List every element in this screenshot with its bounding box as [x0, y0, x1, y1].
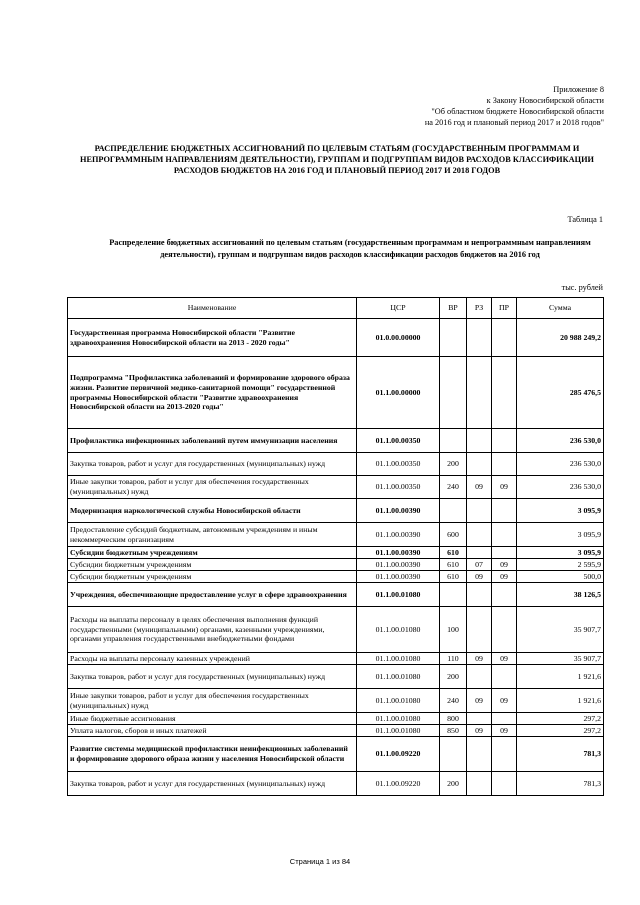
table-row — [68, 523, 604, 547]
budget-table — [67, 297, 604, 796]
row-sum: 1 921,6 — [517, 665, 604, 689]
row-rz — [467, 547, 492, 559]
row-csr: 01.1.00.00390 — [357, 547, 440, 559]
table-row — [68, 725, 604, 737]
row-csr: 01.0.00.00000 — [357, 319, 440, 357]
row-vr: 200 — [440, 665, 467, 689]
row-vr: 240 — [440, 689, 467, 713]
row-sum: 297,2 — [517, 725, 604, 737]
table-row — [68, 453, 604, 476]
row-sum: 35 907,7 — [517, 607, 604, 653]
page-footer: Страница 1 из 84 — [289, 857, 351, 866]
row-csr: 01.1.00.00350 — [357, 429, 440, 453]
column-header-name: Наименование — [68, 298, 357, 319]
table-header-row — [68, 298, 604, 319]
row-vr: 200 — [440, 772, 467, 796]
row-rz: 09 — [467, 689, 492, 713]
row-sum: 236 530,0 — [517, 476, 604, 499]
row-sum: 3 095,9 — [517, 499, 604, 523]
column-header-vr: ВР — [440, 298, 467, 319]
table-row — [68, 429, 604, 453]
row-vr — [440, 737, 467, 772]
table-row — [68, 665, 604, 689]
row-rz — [467, 737, 492, 772]
row-pr: 09 — [492, 559, 517, 571]
row-name: Развитие системы медицинской профилактики неинфекционных заболеваний и формирование здорового образа жизни у населения Новосибирской области — [68, 737, 357, 772]
table-subtitle: Распределение бюджетных ассигнований по целевым статьям (государственным программам и непрограммным направлениям деятельности), группам и подгруппам видов расходов классификации расходов бюджетов на 2016 год — [109, 238, 591, 259]
row-csr: 01.1.00.00390 — [357, 559, 440, 571]
row-vr: 200 — [440, 453, 467, 476]
row-csr: 01.1.00.09220 — [357, 772, 440, 796]
row-sum: 285 476,5 — [517, 357, 604, 429]
table-row — [68, 319, 604, 357]
appendix-line: Приложение 8 — [553, 85, 604, 94]
row-sum: 1 921,6 — [517, 689, 604, 713]
row-name: Уплата налогов, сборов и иных платежей — [68, 725, 357, 737]
table-row — [68, 559, 604, 571]
row-csr: 01.1.00.00390 — [357, 523, 440, 547]
column-header-rz: РЗ — [467, 298, 492, 319]
table-row — [68, 737, 604, 772]
row-rz — [467, 429, 492, 453]
row-rz: 09 — [467, 725, 492, 737]
row-sum: 500,0 — [517, 571, 604, 583]
row-pr — [492, 453, 517, 476]
row-pr: 09 — [492, 725, 517, 737]
row-vr: 100 — [440, 607, 467, 653]
table-row — [68, 689, 604, 713]
row-pr: 09 — [492, 653, 517, 665]
table-row — [68, 653, 604, 665]
row-name: Расходы на выплаты персоналу казенных учреждений — [68, 653, 357, 665]
row-rz — [467, 607, 492, 653]
row-name: Подпрограмма "Профилактика заболеваний и формирование здорового образа жизни. Развитие первичной медико-санитарной помощи" государственной программы Новосибирской области "Развитие здравоохранения Новосибирской области на 2013-2020 годы" — [68, 357, 357, 429]
row-sum: 3 095,9 — [517, 547, 604, 559]
table-label: Таблица 1 — [567, 215, 603, 224]
appendix-line: "Об областном бюджете Новосибирской области — [431, 107, 604, 116]
row-vr: 610 — [440, 559, 467, 571]
appendix-line: на 2016 год и плановый период 2017 и 2018 годов" — [424, 118, 604, 127]
appendix-header — [344, 84, 604, 128]
row-sum: 35 907,7 — [517, 653, 604, 665]
row-pr — [492, 319, 517, 357]
row-vr: 850 — [440, 725, 467, 737]
appendix-line: к Закону Новосибирской области — [486, 96, 604, 105]
row-sum: 38 126,5 — [517, 583, 604, 607]
row-csr: 01.1.00.01080 — [357, 607, 440, 653]
row-csr: 01.1.00.01080 — [357, 689, 440, 713]
table-row — [68, 571, 604, 583]
row-name: Государственная программа Новосибирской области "Развитие здравоохранения Новосибирской области на 2013 - 2020 годы" — [68, 319, 357, 357]
row-rz — [467, 319, 492, 357]
row-vr: 240 — [440, 476, 467, 499]
row-sum: 236 530,0 — [517, 453, 604, 476]
column-header-sum: Сумма — [517, 298, 604, 319]
row-sum: 781,3 — [517, 772, 604, 796]
row-rz — [467, 665, 492, 689]
row-pr — [492, 547, 517, 559]
row-sum: 236 530,0 — [517, 429, 604, 453]
row-rz — [467, 523, 492, 547]
column-header-pr: ПР — [492, 298, 517, 319]
row-vr — [440, 499, 467, 523]
table-row — [68, 499, 604, 523]
row-sum: 3 095,9 — [517, 523, 604, 547]
row-rz: 09 — [467, 571, 492, 583]
row-sum: 781,3 — [517, 737, 604, 772]
row-rz — [467, 772, 492, 796]
row-csr: 01.1.00.01080 — [357, 653, 440, 665]
row-vr — [440, 357, 467, 429]
table-row — [68, 583, 604, 607]
row-name: Иные закупки товаров, работ и услуг для обеспечения государственных (муниципальных) нужд — [68, 689, 357, 713]
row-name: Расходы на выплаты персоналу в целях обеспечения выполнения функций государственными (муниципальными) органами, казенными учреждениями, органами управления государственными внебюджетными фондами — [68, 607, 357, 653]
row-pr — [492, 499, 517, 523]
table-row — [68, 357, 604, 429]
row-rz — [467, 499, 492, 523]
row-sum: 20 988 249,2 — [517, 319, 604, 357]
row-csr: 01.1.00.09220 — [357, 737, 440, 772]
row-rz — [467, 583, 492, 607]
row-pr — [492, 713, 517, 725]
units-label: тыс. рублей — [561, 283, 603, 292]
row-vr — [440, 429, 467, 453]
row-name: Субсидии бюджетным учреждениям — [68, 571, 357, 583]
table-row — [68, 547, 604, 559]
row-name: Иные закупки товаров, работ и услуг для обеспечения государственных (муниципальных) нужд — [68, 476, 357, 499]
row-pr — [492, 429, 517, 453]
row-name: Предоставление субсидий бюджетным, автономным учреждениям и иным некоммерческим организациям — [68, 523, 357, 547]
row-name: Субсидии бюджетным учреждениям — [68, 559, 357, 571]
row-pr — [492, 357, 517, 429]
row-pr — [492, 665, 517, 689]
row-rz: 07 — [467, 559, 492, 571]
row-pr — [492, 737, 517, 772]
row-csr: 01.1.00.00000 — [357, 357, 440, 429]
row-csr: 01.1.00.01080 — [357, 725, 440, 737]
table-row — [68, 713, 604, 725]
document-title: РАСПРЕДЕЛЕНИЕ БЮДЖЕТНЫХ АССИГНОВАНИЙ ПО ЦЕЛЕВЫМ СТАТЬЯМ (ГОСУДАРСТВЕННЫМ ПРОГРАММАМ И НЕПРОГРАММНЫМ НАПРАВЛЕНИЯМ ДЕЯТЕЛЬНОСТИ), ГРУППАМ И ПОДГРУППАМ ВИДОВ РАСХОДОВ КЛАССИФИКАЦИИ РАСХОДОВ БЮДЖЕТОВ НА 2016 ГОД И ПЛАНОВЫЙ ПЕРИОД 2017 И 2018 ГОДОВ — [79, 144, 594, 176]
row-name: Закупка товаров, работ и услуг для государственных (муниципальных) нужд — [68, 665, 357, 689]
row-rz — [467, 453, 492, 476]
row-csr: 01.1.00.00350 — [357, 453, 440, 476]
row-vr: 600 — [440, 523, 467, 547]
row-rz: 09 — [467, 653, 492, 665]
row-vr — [440, 583, 467, 607]
row-vr: 610 — [440, 547, 467, 559]
table-row — [68, 476, 604, 499]
row-rz — [467, 713, 492, 725]
row-name: Закупка товаров, работ и услуг для государственных (муниципальных) нужд — [68, 453, 357, 476]
row-vr — [440, 319, 467, 357]
row-pr: 09 — [492, 689, 517, 713]
row-sum: 297,2 — [517, 713, 604, 725]
row-sum: 2 595,9 — [517, 559, 604, 571]
row-vr: 110 — [440, 653, 467, 665]
table-row — [68, 607, 604, 653]
row-name: Профилактика инфекционных заболеваний путем иммунизации населения — [68, 429, 357, 453]
row-pr: 09 — [492, 571, 517, 583]
row-csr: 01.1.00.00350 — [357, 476, 440, 499]
row-vr: 800 — [440, 713, 467, 725]
row-name: Закупка товаров, работ и услуг для государственных (муниципальных) нужд — [68, 772, 357, 796]
row-csr: 01.1.00.01080 — [357, 665, 440, 689]
row-pr: 09 — [492, 476, 517, 499]
row-pr — [492, 607, 517, 653]
column-header-csr: ЦСР — [357, 298, 440, 319]
row-pr — [492, 772, 517, 796]
row-csr: 01.1.00.01080 — [357, 583, 440, 607]
row-csr: 01.1.00.00390 — [357, 499, 440, 523]
row-name: Учреждения, обеспечивающие предоставление услуг в сфере здравоохранения — [68, 583, 357, 607]
row-name: Иные бюджетные ассигнования — [68, 713, 357, 725]
row-rz: 09 — [467, 476, 492, 499]
row-csr: 01.1.00.00390 — [357, 571, 440, 583]
row-vr: 610 — [440, 571, 467, 583]
row-pr — [492, 523, 517, 547]
row-name: Субсидии бюджетным учреждениям — [68, 547, 357, 559]
row-rz — [467, 357, 492, 429]
row-csr: 01.1.00.01080 — [357, 713, 440, 725]
row-pr — [492, 583, 517, 607]
table-row — [68, 772, 604, 796]
row-name: Модернизация наркологической службы Новосибирской области — [68, 499, 357, 523]
